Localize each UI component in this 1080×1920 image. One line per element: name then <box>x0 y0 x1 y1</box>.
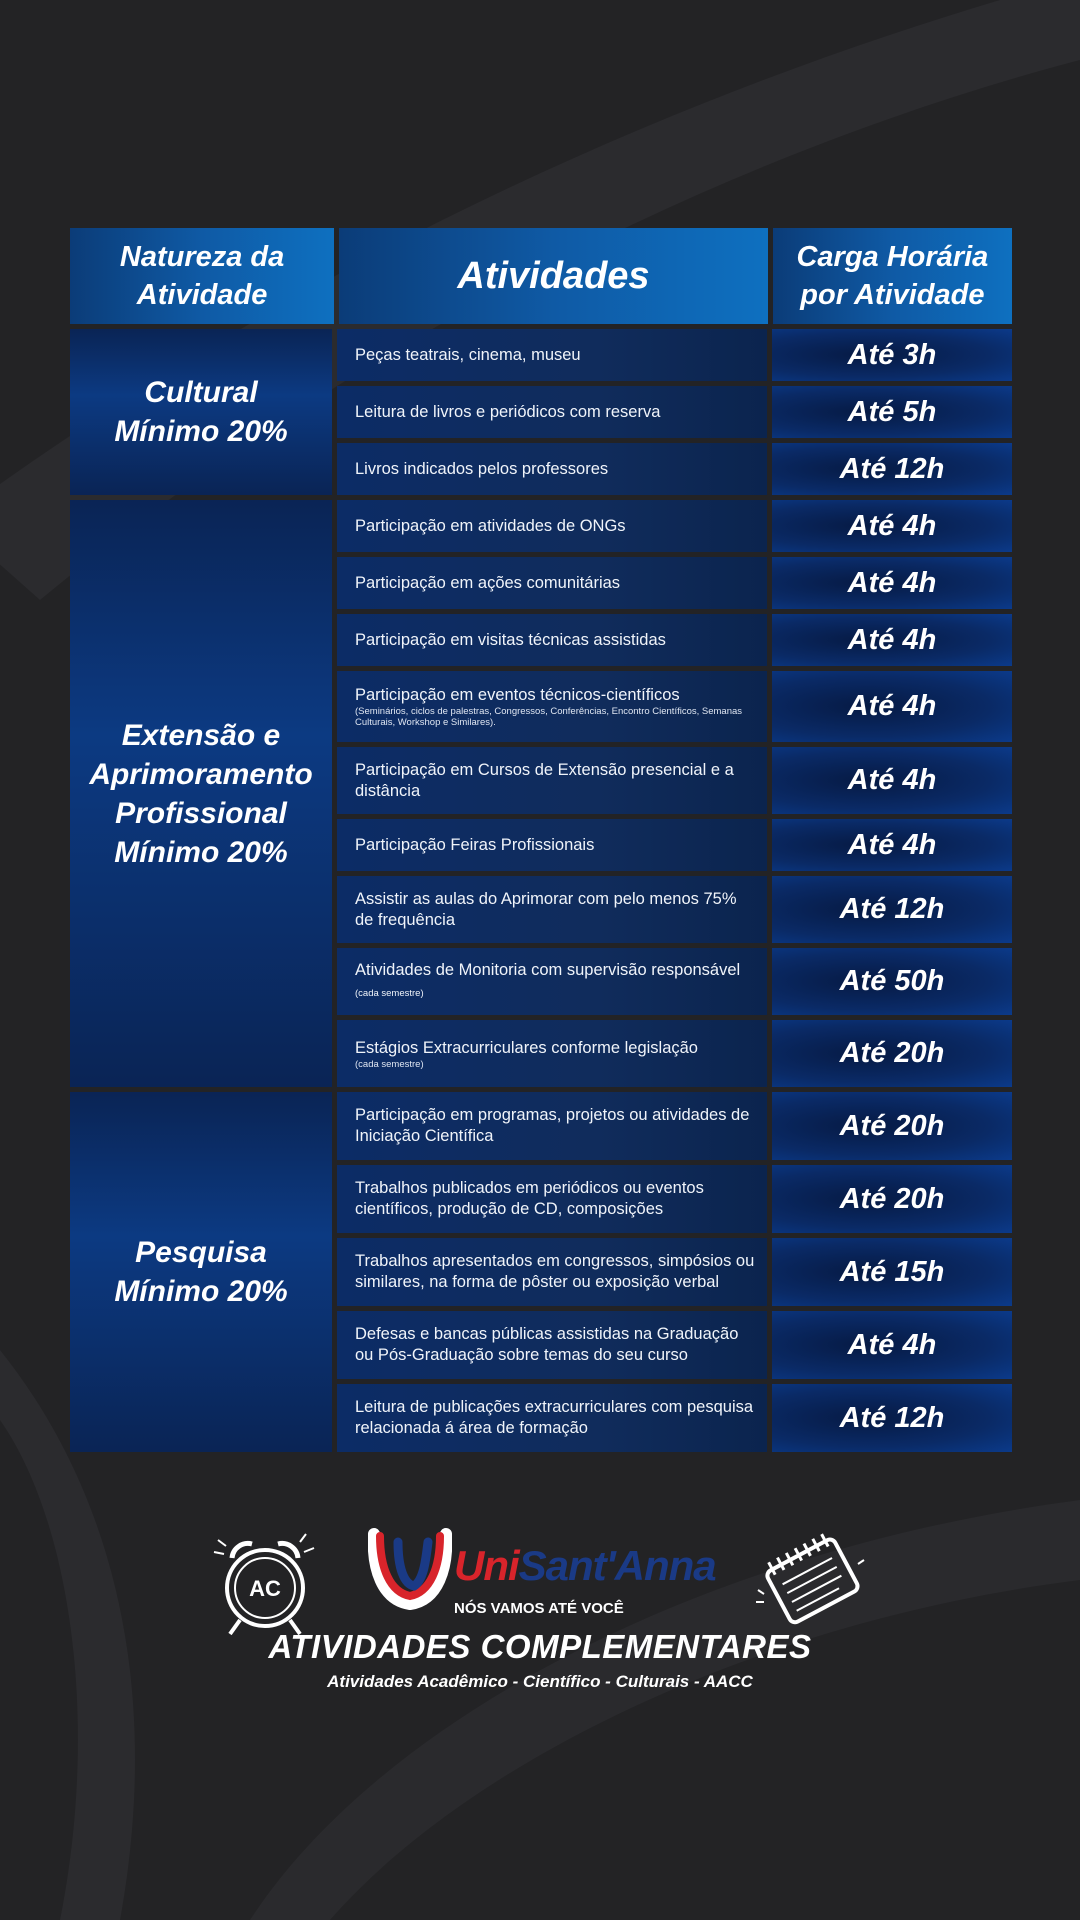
activity-cell <box>337 500 767 552</box>
hours-text: Até 4h <box>847 828 937 861</box>
hours-cell <box>772 1092 1012 1160</box>
activity-cell <box>337 443 767 495</box>
brand-uni: Uni <box>454 1542 519 1589</box>
group-extensao <box>70 500 1012 1087</box>
group-items <box>337 329 1012 495</box>
hours-cell <box>772 500 1012 552</box>
hours-cell <box>772 1311 1012 1379</box>
activity-text: Participação Feiras Profissionais <box>355 835 595 854</box>
activity-text: Participação em programas, projetos ou atividades de Iniciação Científica <box>355 1106 750 1145</box>
group-label-text: Extensão e Aprimoramento Profissional Mínimo 20% <box>89 718 313 869</box>
activity-text: Participação em atividades de ONGs <box>355 516 626 535</box>
group-label-text: Pesquisa Mínimo 20% <box>114 1236 288 1308</box>
group-cultural <box>70 329 1012 495</box>
hours-text: Até 20h <box>839 1037 945 1069</box>
header-nature <box>70 228 334 324</box>
hours-text: Até 5h <box>847 395 937 428</box>
activity-text: Participação em ações comunitárias <box>355 573 621 592</box>
table-row <box>337 1165 1012 1233</box>
hours-text: Até 12h <box>839 893 945 925</box>
table-header <box>70 228 1012 324</box>
table-row <box>337 671 1012 742</box>
table-row <box>337 1020 1012 1087</box>
brand-name <box>454 1542 716 1590</box>
hours-text: Até 4h <box>847 623 937 656</box>
group-items <box>337 1092 1012 1452</box>
activity-text: Participação em eventos técnicos-científicos <box>355 686 680 704</box>
group-label-text: Cultural Mínimo 20% <box>114 376 288 448</box>
hours-text: Até 50h <box>839 965 945 997</box>
hours-cell <box>772 329 1012 381</box>
activity-note: (cada semestre) <box>355 987 424 999</box>
brand-tagline: NÓS VAMOS ATÉ VOCÊ <box>454 1600 624 1617</box>
activity-text: Participação em Cursos de Extensão presencial e a distância <box>355 760 734 800</box>
group-label <box>70 500 332 1087</box>
activity-note: (Seminários, ciclos de palestras, Congressos, Conferências, Encontro Científicos, Semanas Culturais, Workshop e Similares). <box>355 706 743 728</box>
activity-text: Estágios Extracurriculares conforme legislação <box>355 1038 698 1057</box>
activity-cell <box>337 614 767 666</box>
table-row <box>337 500 1012 552</box>
hours-cell <box>772 876 1012 943</box>
table-row <box>337 1238 1012 1306</box>
hours-cell <box>772 948 1012 1015</box>
brand-santanna: Sant'Anna <box>518 1542 716 1589</box>
activity-cell <box>337 747 767 814</box>
hours-text: Até 12h <box>839 1401 945 1434</box>
activity-cell <box>337 1020 767 1087</box>
hours-text: Até 3h <box>847 338 937 371</box>
group-pesquisa <box>70 1092 1012 1452</box>
table-row <box>337 876 1012 943</box>
table-row <box>337 329 1012 381</box>
activity-cell <box>337 1384 767 1452</box>
activity-text: Trabalhos publicados em periódicos ou eventos científicos, produção de CD, composições <box>355 1179 704 1218</box>
hours-text: Até 12h <box>839 452 945 485</box>
hours-cell <box>772 1384 1012 1452</box>
table-row <box>337 747 1012 814</box>
hours-cell <box>772 671 1012 742</box>
hours-text: Até 20h <box>839 1109 945 1142</box>
activity-text: Trabalhos apresentados em congressos, simpósios ou similares, na forma de pôster ou exposição verbal <box>355 1252 755 1291</box>
activity-text: Assistir as aulas do Aprimorar com pelo menos 75% de frequência <box>355 889 737 929</box>
hours-cell <box>772 819 1012 871</box>
footer-subtitle: Atividades Acadêmico - Científico - Culturais - AACC <box>327 1672 753 1691</box>
activity-cell <box>337 1238 767 1306</box>
activity-text: Defesas e bancas públicas assistidas na Graduação ou Pós-Graduação sobre temas do seu curso <box>355 1325 739 1364</box>
hours-text: Até 4h <box>847 509 937 542</box>
activity-cell <box>337 557 767 609</box>
hours-text: Até 4h <box>847 1328 937 1361</box>
activity-note: (cada semestre) <box>355 1058 424 1070</box>
activity-cell <box>337 386 767 438</box>
unisantanna-logo <box>368 1520 716 1620</box>
activity-text: Peças teatrais, cinema, museu <box>355 345 581 364</box>
hours-cell <box>772 386 1012 438</box>
hours-cell <box>772 1020 1012 1087</box>
hours-text: Até 4h <box>847 764 937 796</box>
activity-text <box>355 960 757 1004</box>
header-activities <box>339 228 768 324</box>
activity-text: Leitura de livros e periódicos com reserva <box>355 402 661 421</box>
activity-cell <box>337 1311 767 1379</box>
activities-table <box>70 228 1012 1452</box>
activity-text: Livros indicados pelos professores <box>355 459 609 478</box>
hours-cell <box>772 1165 1012 1233</box>
header-hours <box>773 228 1012 324</box>
hours-cell <box>772 614 1012 666</box>
logo-mark-icon <box>368 1528 452 1612</box>
activity-text: Participação em visitas técnicas assistidas <box>355 630 666 649</box>
activity-cell <box>337 671 767 742</box>
group-label <box>70 1092 332 1452</box>
hours-cell <box>772 747 1012 814</box>
header-activities-text: Atividades <box>457 254 650 297</box>
activity-cell <box>337 876 767 943</box>
activity-cell <box>337 1165 767 1233</box>
hours-cell <box>772 443 1012 495</box>
table-row <box>337 614 1012 666</box>
activity-cell <box>337 948 767 1015</box>
header-nature-text: Natureza da Atividade <box>119 241 285 311</box>
hours-text: Até 4h <box>847 690 937 722</box>
table-row <box>337 386 1012 438</box>
hours-cell <box>772 557 1012 609</box>
hours-cell <box>772 1238 1012 1306</box>
alarm-clock-icon <box>210 1520 320 1640</box>
footer-title: ATIVIDADES COMPLEMENTARES <box>268 1628 812 1665</box>
table-row <box>337 1311 1012 1379</box>
table-row <box>337 557 1012 609</box>
table-row <box>337 948 1012 1015</box>
table-row <box>337 443 1012 495</box>
group-label <box>70 329 332 495</box>
activity-text: Leitura de publicações extracurriculares com pesquisa relacionada á área de formação <box>355 1398 754 1437</box>
table-row <box>337 1384 1012 1452</box>
table-row <box>337 819 1012 871</box>
header-hours-text: Carga Horária por Atividade <box>796 241 989 311</box>
group-items <box>337 500 1012 1087</box>
activity-cell <box>337 1092 767 1160</box>
activity-cell <box>337 329 767 381</box>
hours-text: Até 15h <box>839 1255 945 1288</box>
clock-badge-text: AC <box>249 1576 281 1601</box>
notepad-icon <box>752 1530 872 1630</box>
hours-text: Até 20h <box>839 1182 945 1215</box>
hours-text: Até 4h <box>847 566 937 599</box>
activity-main: Atividades de Monitoria com supervisão responsável <box>355 960 741 979</box>
activity-cell <box>337 819 767 871</box>
table-row <box>337 1092 1012 1160</box>
